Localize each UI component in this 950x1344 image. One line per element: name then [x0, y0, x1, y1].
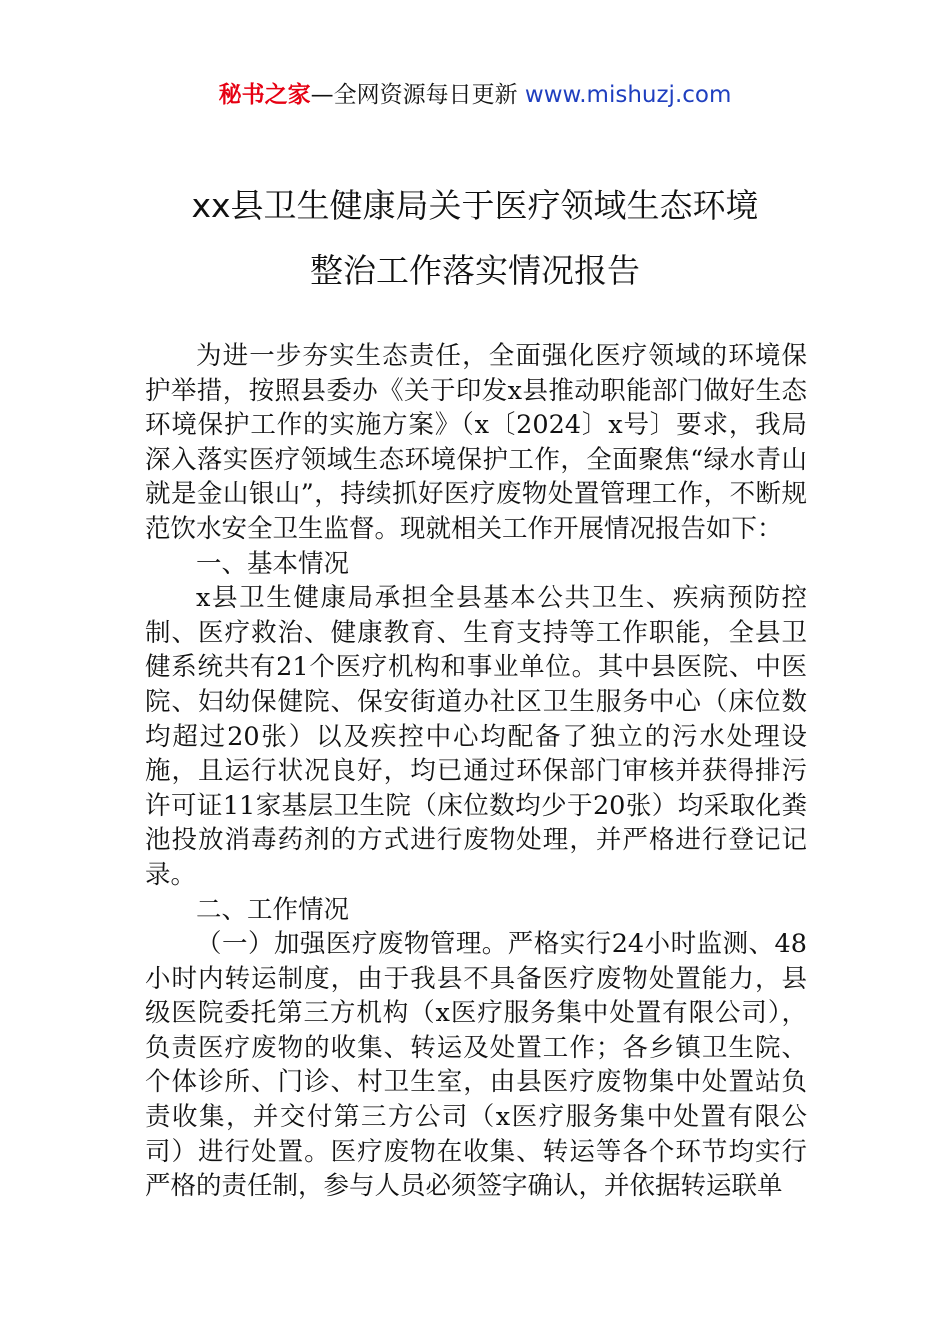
medical-waste-paragraph: （一）加强医疗废物管理。严格实行24小时监测、48小时内转运制度，由于我县不具备医疗废物处置能力，县级医院委托第三方机构（x医疗服务集中处置有限公司），负责医疗废物的收集、转运及处置工作；各乡镇卫生院、个体诊所、门诊、村卫生室，由县医疗废物集中处置站负责收集，并交付第三方公司（x医疗服务集中处置有限公司）进行处置。医疗废物在收集、转运等各个环节均实行严格的责任制，参与人员必须签字确认，并依据转运联单	[145, 929, 807, 1202]
brand-name: 秘书之家	[218, 82, 311, 108]
document-title-line-1: xx县卫生健康局关于医疗领域生态环境	[191, 186, 759, 225]
section-heading-work-situation: 二、工作情况	[196, 894, 350, 925]
document-body	[145, 339, 807, 1204]
site-header	[0, 78, 950, 112]
header-tagline: —全网资源每日更新	[310, 82, 525, 108]
section-heading-basic-situation: 一、基本情况	[196, 548, 350, 579]
intro-paragraph: 为进一步夯实生态责任，全面强化医疗领域的环境保护举措，按照县委办《关于印发x县推动职能部门做好生态环境保护工作的实施方案》（x〔2024〕x号〕要求，我局深入落实医疗领域生态环境保护工作，全面聚焦“绿水青山就是金山银山”，持续抓好医疗废物处置管理工作，不断规范饮水安全卫生监督。现就相关工作开展情况报告如下：	[145, 341, 807, 544]
site-url-link[interactable]: www.mishuzj.com	[524, 82, 732, 108]
basic-situation-paragraph: x县卫生健康局承担全县基本公共卫生、疾病预防控制、医疗救治、健康教育、生育支持等工作职能，全县卫健系统共有21个医疗机构和事业单位。其中县医院、中医院、妇幼保健院、保安街道办社区卫生服务中心（床位数均超过20张）以及疾控中心均配备了独立的污水处理设施，且运行状况良好，均已通过环保部门审核并获得排污许可证11家基层卫生院（床位数均少于20张）均采取化粪池投放消毒药剂的方式进行废物处理，并严格进行登记记录。	[145, 583, 807, 890]
document-title-line-2: 整治工作落实情况报告	[310, 251, 640, 290]
